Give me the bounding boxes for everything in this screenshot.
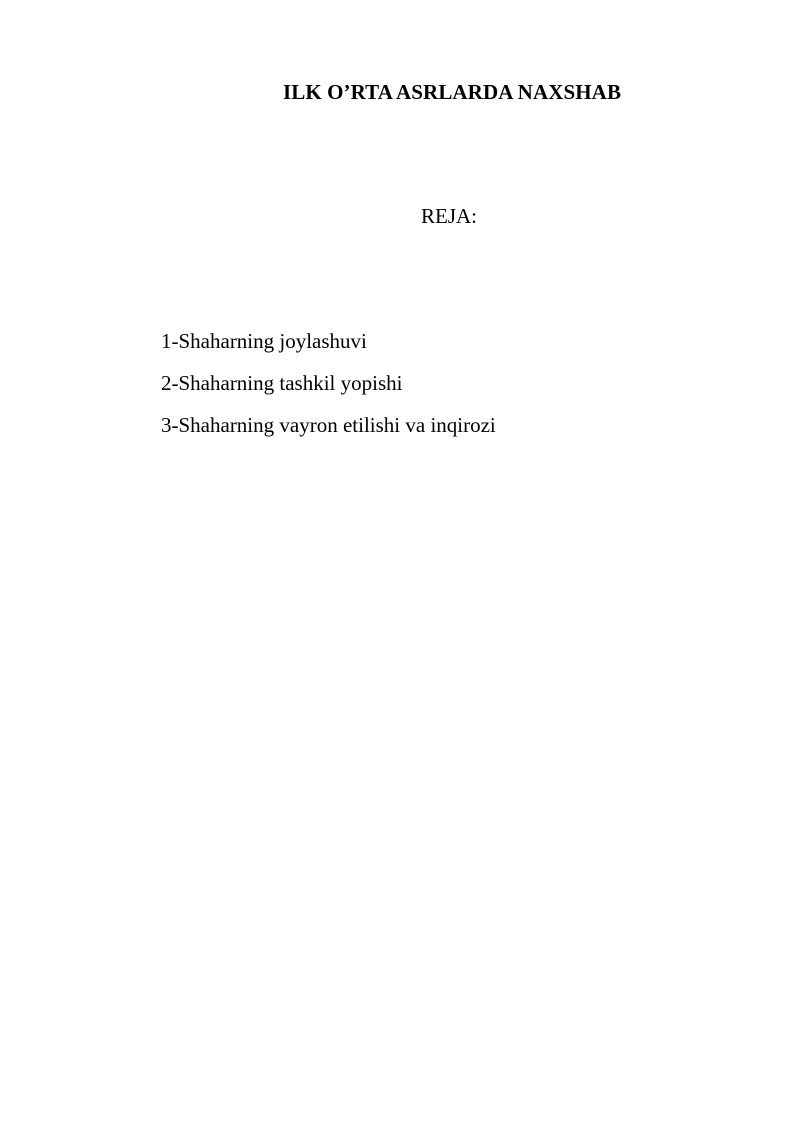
document-title: ILK O’RTA ASRLARDA NAXSHAB [282, 80, 622, 104]
plan-list [161, 327, 496, 453]
plan-item-2: 2-Shaharning tashkil yopishi [161, 371, 403, 395]
plan-heading: REJA: [421, 204, 478, 228]
plan-item-3: 3-Shaharning vayron etilishi va inqirozi [161, 413, 496, 437]
plan-item-1: 1-Shaharning joylashuvi [161, 329, 367, 353]
